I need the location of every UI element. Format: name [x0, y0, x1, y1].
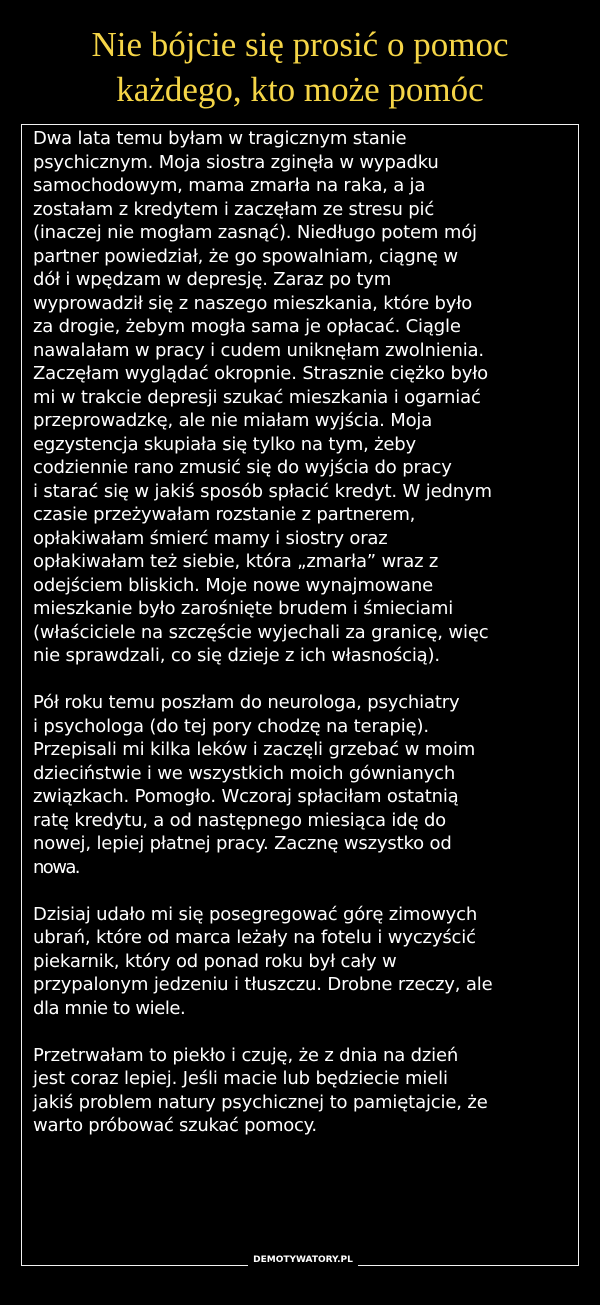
story-line: Przepisali mi kilka leków i zaczęli grzebać w moim [33, 739, 476, 760]
story-line: jakiś problem natury psychicznej to pamiętajcie, że [33, 1091, 488, 1113]
paragraph-gap [33, 668, 581, 692]
paragraph-gap [33, 1020, 581, 1044]
story-paragraph [33, 127, 581, 668]
story-line: ubrań, które od marca leżały na fotelu i wyczyścić [33, 927, 476, 948]
story-line: jest coraz lepiej. Jeśli macie lub będziecie mieli [33, 1068, 448, 1089]
story-line: egzystencja skupiała się tylko na tym, żeby [33, 433, 417, 455]
story-line: codziennie rano zmusić się do wyjścia do pracy [33, 457, 452, 478]
page-title [0, 22, 600, 112]
story-line: czasie przeżywałam rozstanie z partnerem, [33, 504, 416, 525]
story-line: nie sprawdzali, co się dzieje z ich własnością). [33, 645, 440, 666]
story-paragraph [33, 1044, 581, 1138]
story-line: dzieciństwie i we wszystkich moich gównianych [33, 762, 456, 784]
story-line: związkach. Pomogło. Wczoraj spłaciłam ostatnią [33, 786, 459, 807]
story-line: i starać się w jakiś sposób spłacić kredyt. W jednym [33, 480, 492, 502]
title-line-2: każdego, kto może pomóc [116, 70, 484, 109]
story-line: Zaczęłam wyglądać okropnie. Strasznie ciężko było [33, 363, 488, 384]
story-line: dla mnie to wiele. [33, 997, 186, 1019]
story-line: odejściem bliskich. Moje nowe wynajmowane [33, 574, 433, 596]
story-line: nowej, lepiej płatnej pracy. Zacznę wszystko od [33, 833, 452, 854]
story-line: zostałam z kredytem i zaczęłam ze stresu pić [33, 198, 435, 220]
story-line: psychicznym. Moja siostra zginęła w wypadku [33, 151, 439, 173]
story-paragraph [33, 903, 581, 1021]
story-line: przypalonym jedzeniu i tłuszczu. Drobne rzeczy, ale [33, 974, 493, 995]
story-line: piekarnik, który od ponad roku był cały w [33, 950, 397, 972]
title-line-1: Nie bójcie się prosić o pomoc [91, 25, 509, 64]
watermark-logo: DEMOTYWATORY.PL [248, 1253, 358, 1268]
story-line: Dzisiaj udało mi się posegregować górę zimowych [33, 903, 478, 925]
story-line: nowa. [33, 856, 79, 878]
story-line: Dwa lata temu byłam w tragicznym stanie [33, 128, 407, 149]
story-line: samochodowym, mama zmarła na raka, a ja [33, 175, 426, 196]
story-line: (inaczej nie mogłam zasnąć). Niedługo potem mój [33, 222, 477, 243]
story-line: Przetrwałam to piekło i czuję, że z dnia na dzień [33, 1044, 459, 1066]
story-line: opłakiwałam śmierć mamy i siostry oraz [33, 527, 388, 549]
story-line: wyprowadził się z naszego mieszkania, które było [33, 292, 473, 314]
story-line: (właściciele na szczęście wyjechali za granicę, więc [33, 621, 489, 643]
story-line: Pół roku temu poszłam do neurologa, psychiatry [33, 692, 460, 713]
story-line: dół i wpędzam w depresję. Zaraz po tym [33, 269, 392, 290]
story-line: ratę kredytu, a od następnego miesiąca idę do [33, 809, 447, 831]
paragraph-gap [33, 879, 581, 903]
story-line: partner powiedział, że go spowalniam, ciągnę w [33, 245, 458, 267]
story-line: mieszkanie było zarośnięte brudem i śmieciami [33, 598, 454, 619]
story-line: opłakiwałam też siebie, która „zmarła” wraz z [33, 551, 439, 572]
story-line: za drogie, żebym mogła sama je opłacać. Ciągle [33, 316, 461, 337]
story-line: przeprowadzkę, ale nie miałam wyjścia. Moja [33, 410, 433, 431]
story-line: warto próbować szukać pomocy. [33, 1115, 317, 1136]
story-line: mi w trakcie depresji szukać mieszkania i ogarniać [33, 386, 481, 408]
story-text [33, 127, 581, 1138]
story-line: i psychologa (do tej pory chodzę na terapię). [33, 715, 429, 737]
story-line: nawalałam w pracy i cudem uniknęłam zwolnienia. [33, 339, 484, 361]
story-paragraph [33, 691, 581, 879]
